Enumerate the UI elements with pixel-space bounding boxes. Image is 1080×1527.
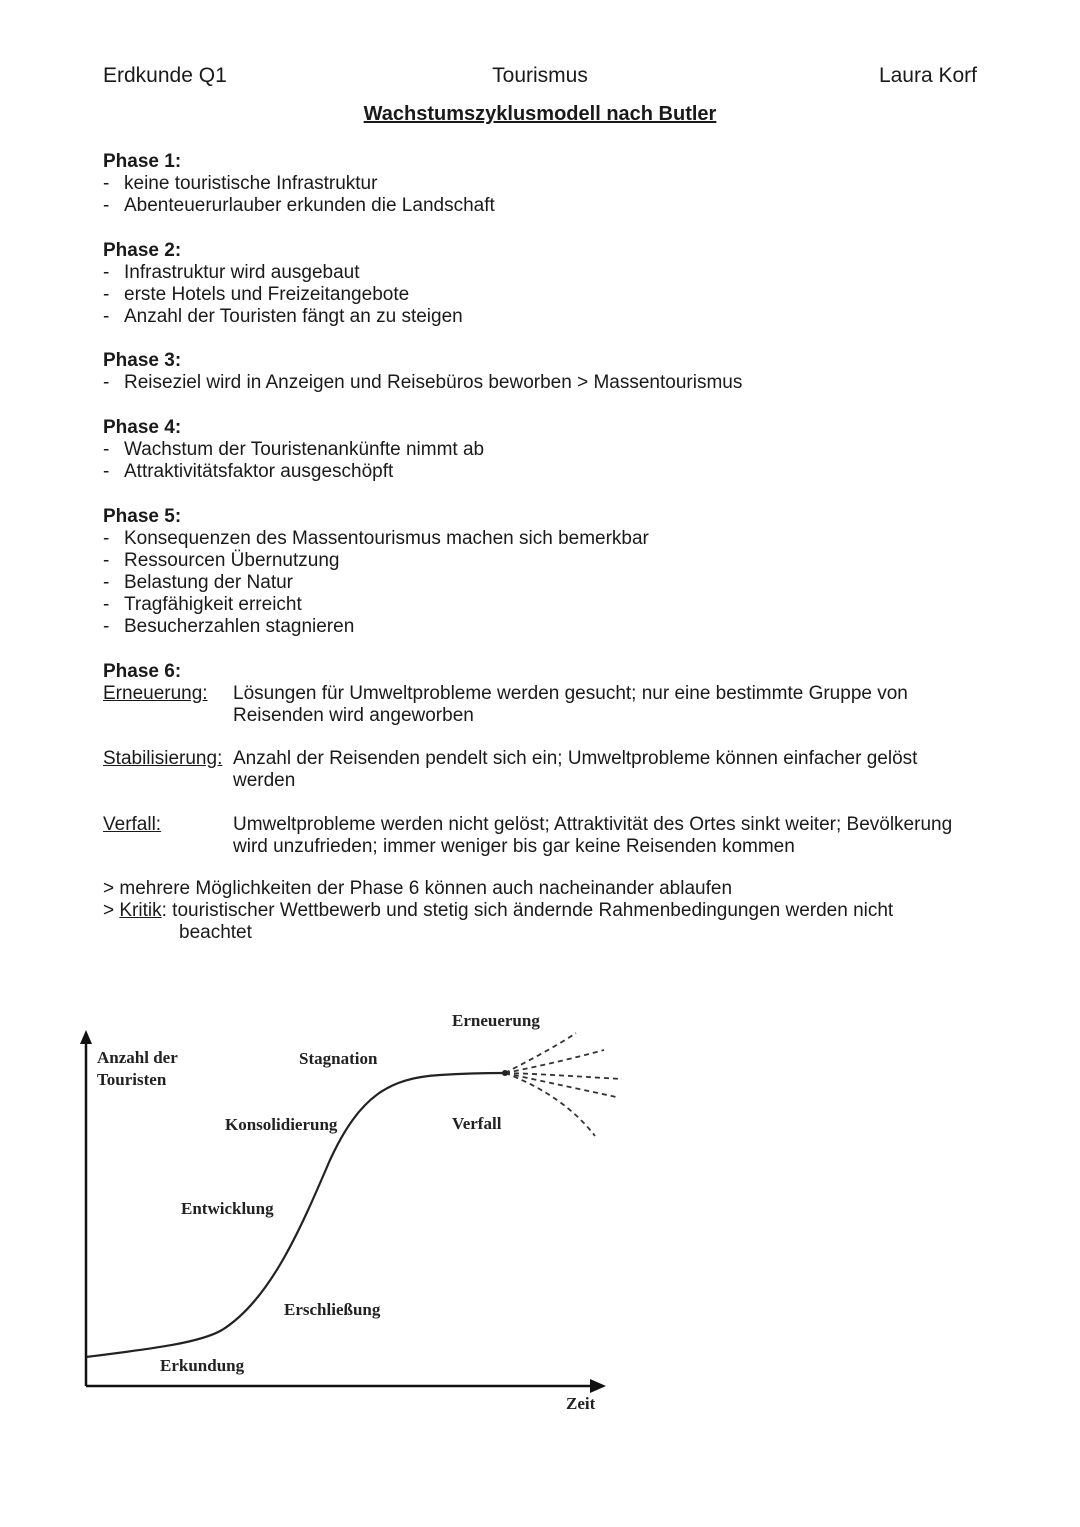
header-subject: Erdkunde Q1 — [103, 64, 227, 87]
stage-erneuerung: Erneuerung — [452, 1011, 540, 1030]
stage-erkundung: Erkundung — [160, 1356, 245, 1375]
note-phase6: > mehrere Möglichkeiten der Phase 6 können auch nacheinander ablaufen — [103, 878, 733, 899]
list-item: - Tragfähigkeit erreicht — [103, 594, 302, 615]
stage-konsolidierung: Konsolidierung — [225, 1115, 338, 1134]
document-title: Wachstumszyklusmodell nach Butler — [363, 103, 717, 125]
note-criticism-cont: beachtet — [179, 922, 252, 943]
branch-stabilisierung — [505, 1073, 622, 1079]
phase-3-title: Phase 3: — [103, 350, 182, 371]
branch-erneuerung-steep — [505, 1033, 576, 1073]
list-item: - Reiseziel wird in Anzeigen und Reisebüros beworben > Massentourismus — [103, 372, 743, 393]
list-item: - Belastung der Natur — [103, 572, 293, 593]
term-erneuerung: Erneuerung: — [103, 683, 208, 704]
butler-tourism-cycle-diagram — [0, 1000, 680, 1430]
term-verfall: Verfall: — [103, 814, 162, 835]
phase-6-title: Phase 6: — [103, 661, 182, 682]
list-item: - Attraktivitätsfaktor ausgeschöpft — [103, 461, 394, 482]
list-item: - Konsequenzen des Massentourismus machen sich bemerkbar — [103, 528, 649, 549]
definition-erneuerung: Lösungen für Umweltprobleme werden gesucht; nur eine bestimmte Gruppe von Reisenden wird angeworben — [233, 683, 908, 726]
phase-3-section — [103, 350, 742, 394]
list-item: - Wachstum der Touristenankünfte nimmt ab — [103, 439, 485, 460]
definition-stabilisierung: Anzahl der Reisenden pendelt sich ein; Umweltprobleme können einfacher gelöst werden — [233, 748, 918, 791]
phase-4-title: Phase 4: — [103, 417, 182, 438]
stage-entwicklung: Entwicklung — [181, 1199, 274, 1218]
branch-point — [502, 1070, 508, 1076]
phase-4-section — [103, 417, 484, 483]
phase-2-section — [103, 240, 463, 328]
stage-verfall: Verfall — [452, 1114, 502, 1133]
y-axis-label-line1: Anzahl der — [97, 1048, 178, 1067]
list-item: - Besucherzahlen stagnieren — [103, 616, 355, 637]
list-item: - Infrastruktur wird ausgebaut — [103, 262, 360, 283]
x-axis-label: Zeit — [566, 1394, 596, 1413]
phase-1-title: Phase 1: — [103, 151, 182, 172]
list-item: - Abenteuerurlauber erkunden die Landschaft — [103, 195, 495, 216]
branch-decline — [505, 1073, 616, 1097]
header-topic: Tourismus — [492, 64, 588, 87]
list-item: - keine touristische Infrastruktur — [103, 173, 378, 194]
list-item: - erste Hotels und Freizeitangebote — [103, 284, 410, 305]
term-stabilisierung: Stabilisierung: — [103, 748, 223, 769]
future-branches — [505, 1033, 622, 1136]
phase-1-section — [103, 151, 495, 217]
list-item: - Ressourcen Übernutzung — [103, 550, 340, 571]
branch-erneuerung — [505, 1050, 604, 1073]
list-item: - Anzahl der Touristen fängt an zu steigen — [103, 306, 463, 327]
phase-2-title: Phase 2: — [103, 240, 182, 261]
y-axis-arrow-icon — [80, 1030, 92, 1044]
stage-stagnation: Stagnation — [299, 1049, 378, 1068]
definition-verfall: Umweltprobleme werden nicht gelöst; Attraktivität des Ortes sinkt weiter; Bevölkerung wird unzufrieden; immer weniger bis gar keine Reisenden kommen — [233, 814, 953, 857]
stage-erschliessung: Erschließung — [284, 1300, 381, 1319]
criticism-label: Kritik — [119, 900, 162, 921]
note-criticism: > Kritik: touristischer Wettbewerb und stetig sich ändernde Rahmenbedingungen werden nicht — [103, 900, 894, 921]
x-axis-arrow-icon — [590, 1379, 606, 1393]
y-axis-label-line2: Touristen — [97, 1070, 167, 1089]
header-author: Laura Korf — [878, 64, 977, 87]
phase-5-section — [103, 506, 649, 638]
phase-5-title: Phase 5: — [103, 506, 182, 527]
